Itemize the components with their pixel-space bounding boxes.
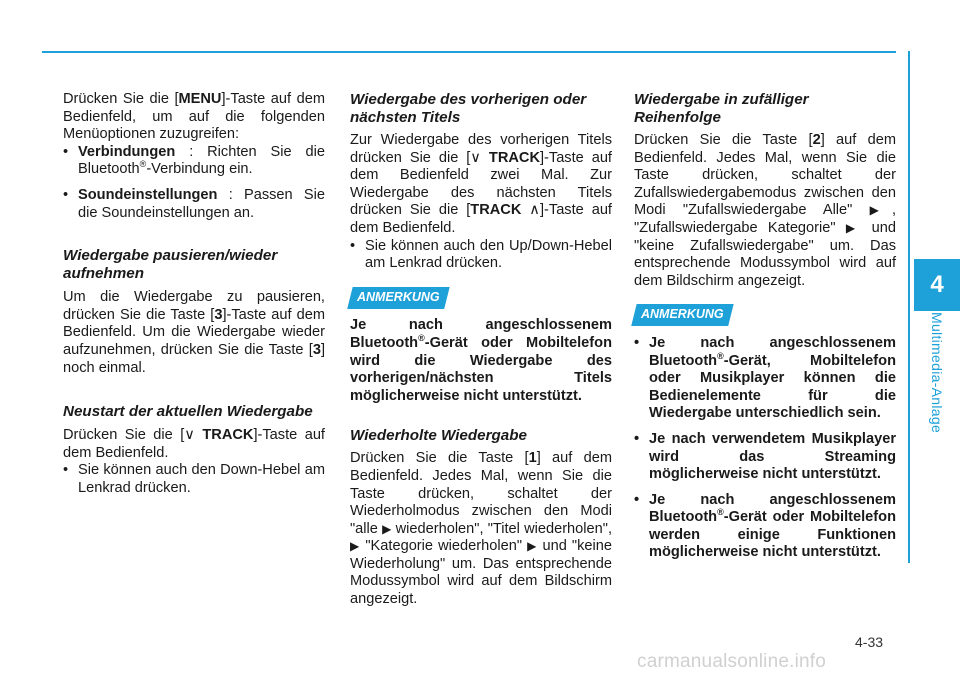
heading-repeat: Wiederholte Wiedergabe [350, 427, 527, 445]
column-middle [350, 91, 612, 609]
list-item: • Je nach angeschlossenem Bluetooth®-Gerät, Mobiltelefon oder Musikplayer können die Bedienelemente für die Wiedergabe unterschiedlich sein. [634, 335, 896, 423]
play-icon: ▶ [382, 521, 392, 536]
menu-options-list [63, 144, 325, 222]
prev-next-paragraph: Zur Wiedergabe des vorherigen Titels drücken Sie die [∨ TRACK]-Taste auf dem Bedienfeld zwei Mal. Zur Wiedergabe des nächsten Titels drücken Sie die [TRACK ∧]-Taste auf dem Bedienfeld. [350, 132, 612, 236]
list-item: • Sie können auch den Down-Hebel am Lenkrad drücken. [63, 462, 325, 497]
list-item: • Soundeinstellungen : Passen Sie die Soundeinstellungen an. [63, 187, 325, 222]
chapter-label: Multimedia-Anlage [929, 312, 945, 434]
play-icon: ▶ [527, 539, 538, 554]
heading-restart: Neustart der aktuellen Wiedergabe [63, 403, 313, 421]
list-item: • Sie können auch den Up/Down-Hebel am Lenkrad drücken. [350, 238, 612, 273]
list-item: • Je nach angeschlossenem Bluetooth®-Gerät oder Mobiltelefon werden einige Funktionen möglicherweise nicht unterstützt. [634, 492, 896, 562]
heading-shuffle: Wiedergabe in zufälliger Reihenfolge [634, 91, 809, 126]
chapter-tab: 4 [914, 259, 960, 311]
restart-list [63, 462, 325, 497]
menu-intro: Drücken Sie die [MENU]-Taste auf dem Bedienfeld, um auf die folgenden Menüoptionen zuzugreifen: [63, 91, 325, 143]
pause-paragraph: Um die Wiedergabe zu pausieren, drücken Sie die Taste [3]-Taste auf dem Bedienfeld. Um die Wiedergabe wieder aufzunehmen, drücken Sie die Taste [3] noch einmal. [63, 289, 325, 376]
side-rule [908, 51, 910, 563]
prev-next-list [350, 238, 612, 273]
heading-pause: Wiedergabe pausieren/wieder aufnehmen [63, 247, 278, 283]
watermark: carmanualsonline.info [637, 651, 827, 672]
top-rule [42, 51, 896, 53]
note-badge: ANMERKUNG [634, 304, 896, 326]
heading-prev-next: Wiedergabe des vorherigen oder nächsten Titels [350, 91, 587, 126]
notes-list [634, 335, 896, 562]
note-badge: ANMERKUNG [350, 287, 612, 309]
list-item: • Verbindungen : Richten Sie die Bluetooth®-Verbindung ein. [63, 144, 325, 179]
restart-paragraph: Drücken Sie die [∨ TRACK]-Taste auf dem Bedienfeld. [63, 427, 325, 461]
shuffle-paragraph: Drücken Sie die Taste [2] auf dem Bedienfeld. Jedes Mal, wenn Sie die Taste drücken, schaltet der Zufallswiedergabemodus zwischen den Modi "Zufallswiedergabe Alle" ▶, "Zufallswiedergabe Kategorie" ▶ und "keine Zufallswiedergabe" um. Das entsprechende Modussymbol wird auf dem Bildschirm angezeigt. [634, 132, 896, 289]
column-right [634, 91, 896, 562]
list-item: • Je nach verwendetem Musikplayer wird das Streaming möglicherweise nicht unterstützt. [634, 431, 896, 484]
play-icon: ▶ [845, 220, 862, 235]
repeat-paragraph: Drücken Sie die Taste [1] auf dem Bedienfeld. Jedes Mal, wenn Sie die Taste drücken, schaltet der Wiederholmodus zwischen den Modi "alle ▶ wiederholen", "Titel wiederholen", ▶ "Kategorie wiederholen" ▶ und "keine Wiederholung" um. Das entsprechende Modussymbol wird auf dem Bildschirm angezeigt. [350, 450, 612, 608]
menu-key: MENU [178, 91, 222, 107]
page-number: 4-33 [855, 634, 884, 650]
play-icon: ▶ [350, 539, 361, 554]
play-icon: ▶ [869, 203, 892, 218]
column-left [63, 91, 325, 498]
note-paragraph: Je nach angeschlossenem Bluetooth®-Gerät oder Mobiltelefon wird die Wiedergabe des vorherigen/nächsten Titels möglicherweise nicht unterstützt. [350, 317, 612, 404]
